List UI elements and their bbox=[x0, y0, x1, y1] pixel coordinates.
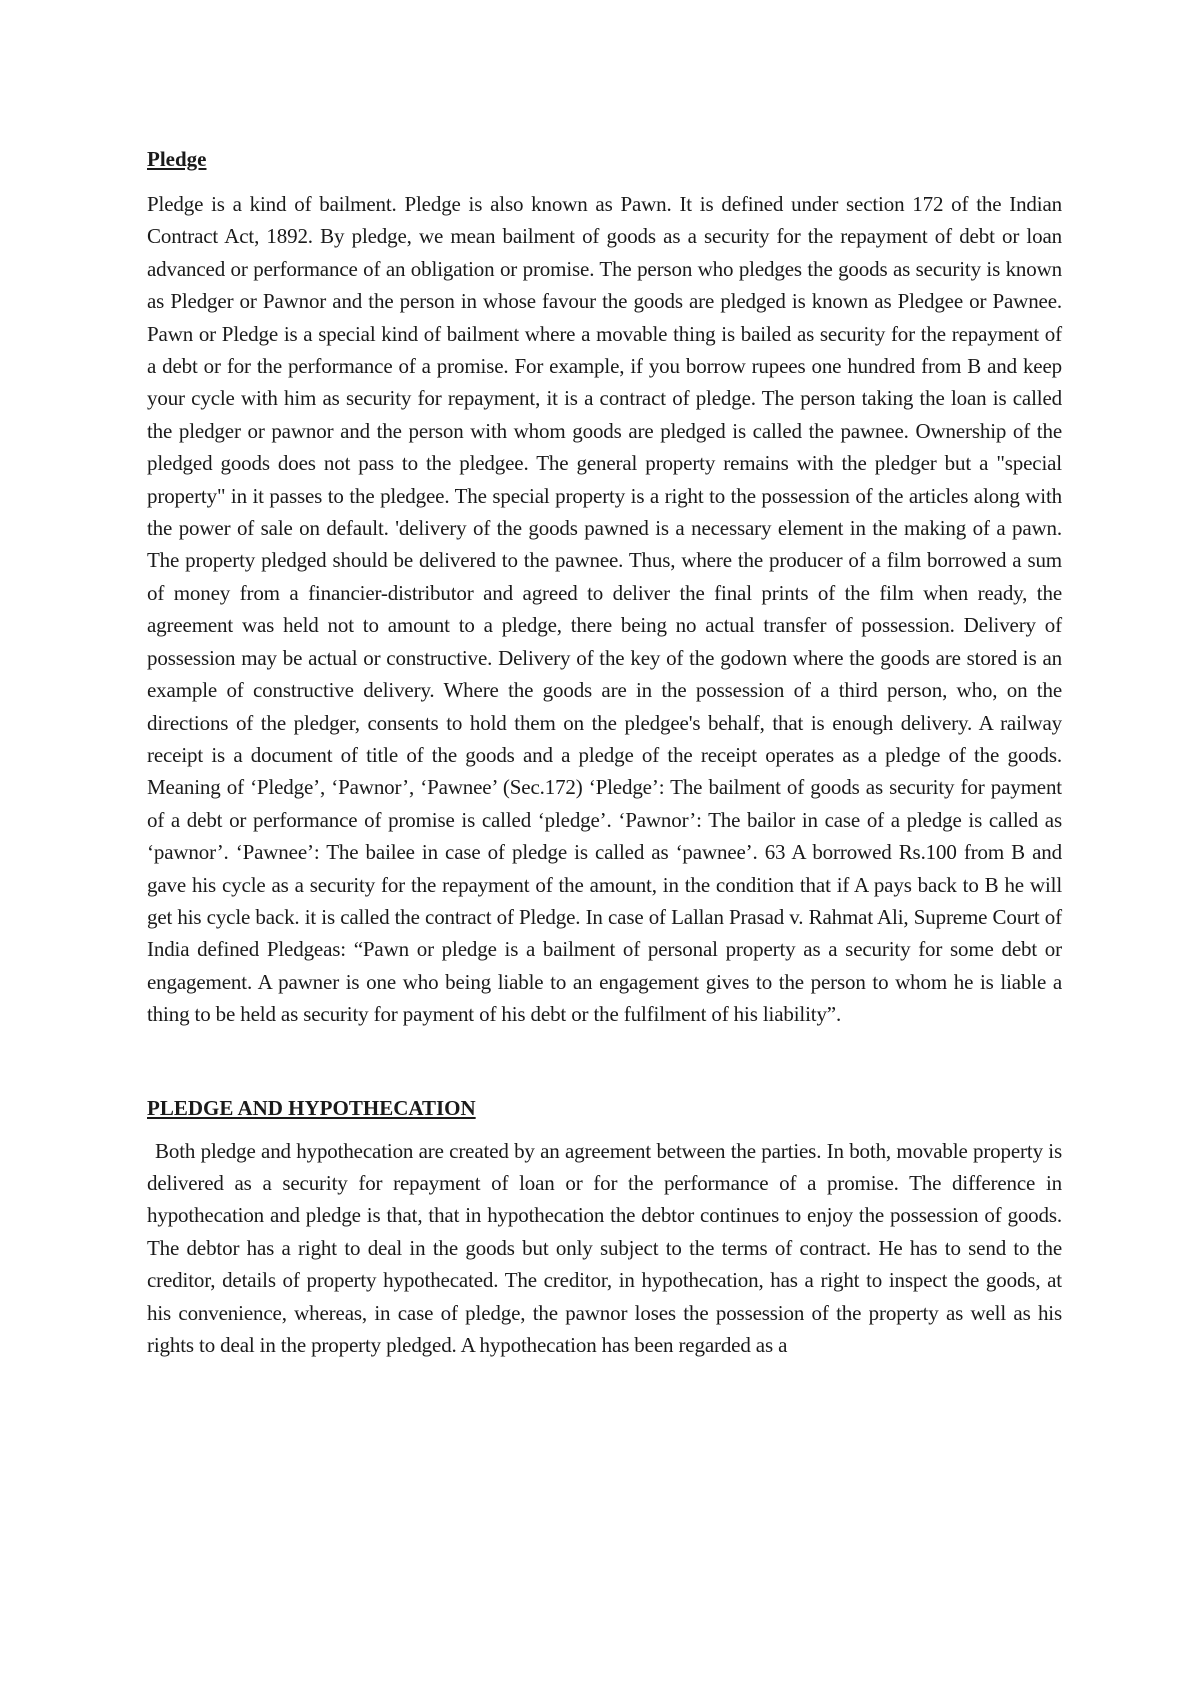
document-page bbox=[147, 142, 1062, 1361]
section-heading-pledge-and-hypothecation: PLEDGE AND HYPOTHECATION bbox=[147, 1095, 476, 1120]
section-body-pledge-and-hypothecation: Both pledge and hypothecation are created by an agreement between the parties. In both, movable property is delivered as a security for repayment of loan or for the performance of a promise. The difference in hypothecation and pledge is that, that in hypothecation the debtor continues to enjoy the possession of goods. The debtor has a right to deal in the goods but only subject to the terms of contract. He has to send to the creditor, details of property hypothecated. The creditor, in hypothecation, has a right to inspect the goods, at his convenience, whereas, in case of pledge, the pawnor loses the possession of the property as well as his rights to deal in the property pledged. A hypothecation has been regarded as a bbox=[147, 1138, 1062, 1357]
section-body-pledge: Pledge is a kind of bailment. Pledge is also known as Pawn. It is defined under section 172 of the Indian Contract Act, 1892. By pledge, we mean bailment of goods as a security for the repayment of debt or loan advanced or performance of an obligation or promise. The person who pledges the goods as security is known as Pledger or Pawnor and the person in whose favour the goods are pledged is known as Pledgee or Pawnee. Pawn or Pledge is a special kind of bailment where a movable thing is bailed as security for the repayment of a debt or for the performance of a promise. For example, if you borrow rupees one hundred from B and keep your cycle with him as security for repayment, it is a contract of pledge. The person taking the loan is called the pledger or pawnor and the person with whom goods are pledged is called the pawnee. Ownership of the pledged goods does not pass to the pledgee. The general property remains with the pledger but a "special property" in it passes to the pledgee. The special property is a right to the possession of the articles along with the power of sale on default. 'delivery of the goods pawned is a necessary element in the making of a pawn. The property pledged should be delivered to the pawnee. Thus, where the producer of a film borrowed a sum of money from a financier-distributor and agreed to deliver the final prints of the film when ready, the agreement was held not to amount to a pledge, there being no actual transfer of possession. Delivery of possession may be actual or constructive. Delivery of the key of the godown where the goods are stored is an example of constructive delivery. Where the goods are in the possession of a third person, who, on the directions of the pledger, consents to hold them on the pledgee's behalf, that is enough delivery. A railway receipt is a document of title of the goods and a pledge of the receipt operates as a pledge of the goods. Meaning of ‘Pledge’, ‘Pawnor’, ‘Pawnee’ (Sec.172) ‘Pledge’: The bailment of goods as security for payment of a debt or performance of promise is called ‘pledge’. ‘Pawnor’: The bailor in case of a pledge is called as ‘pawnor’. ‘Pawnee’: The bailee in case of pledge is called as ‘pawnee’. 63 A borrowed Rs.100 from B and gave his cycle as a security for the repayment of the amount, in the condition that if A pays back to B he will get his cycle back. it is called the contract of Pledge. In case of Lallan Prasad v. Rahmat Ali, Supreme Court of India defined Pledgeas: “Pawn or pledge is a bailment of personal property as a security for some debt or engagement. A pawner is one who being liable to an engagement gives to the person to whom he is liable a thing to be held as security for payment of his debt or the fulfilment of his liability”. bbox=[147, 192, 1062, 1027]
section-heading-pledge: Pledge bbox=[147, 147, 207, 171]
